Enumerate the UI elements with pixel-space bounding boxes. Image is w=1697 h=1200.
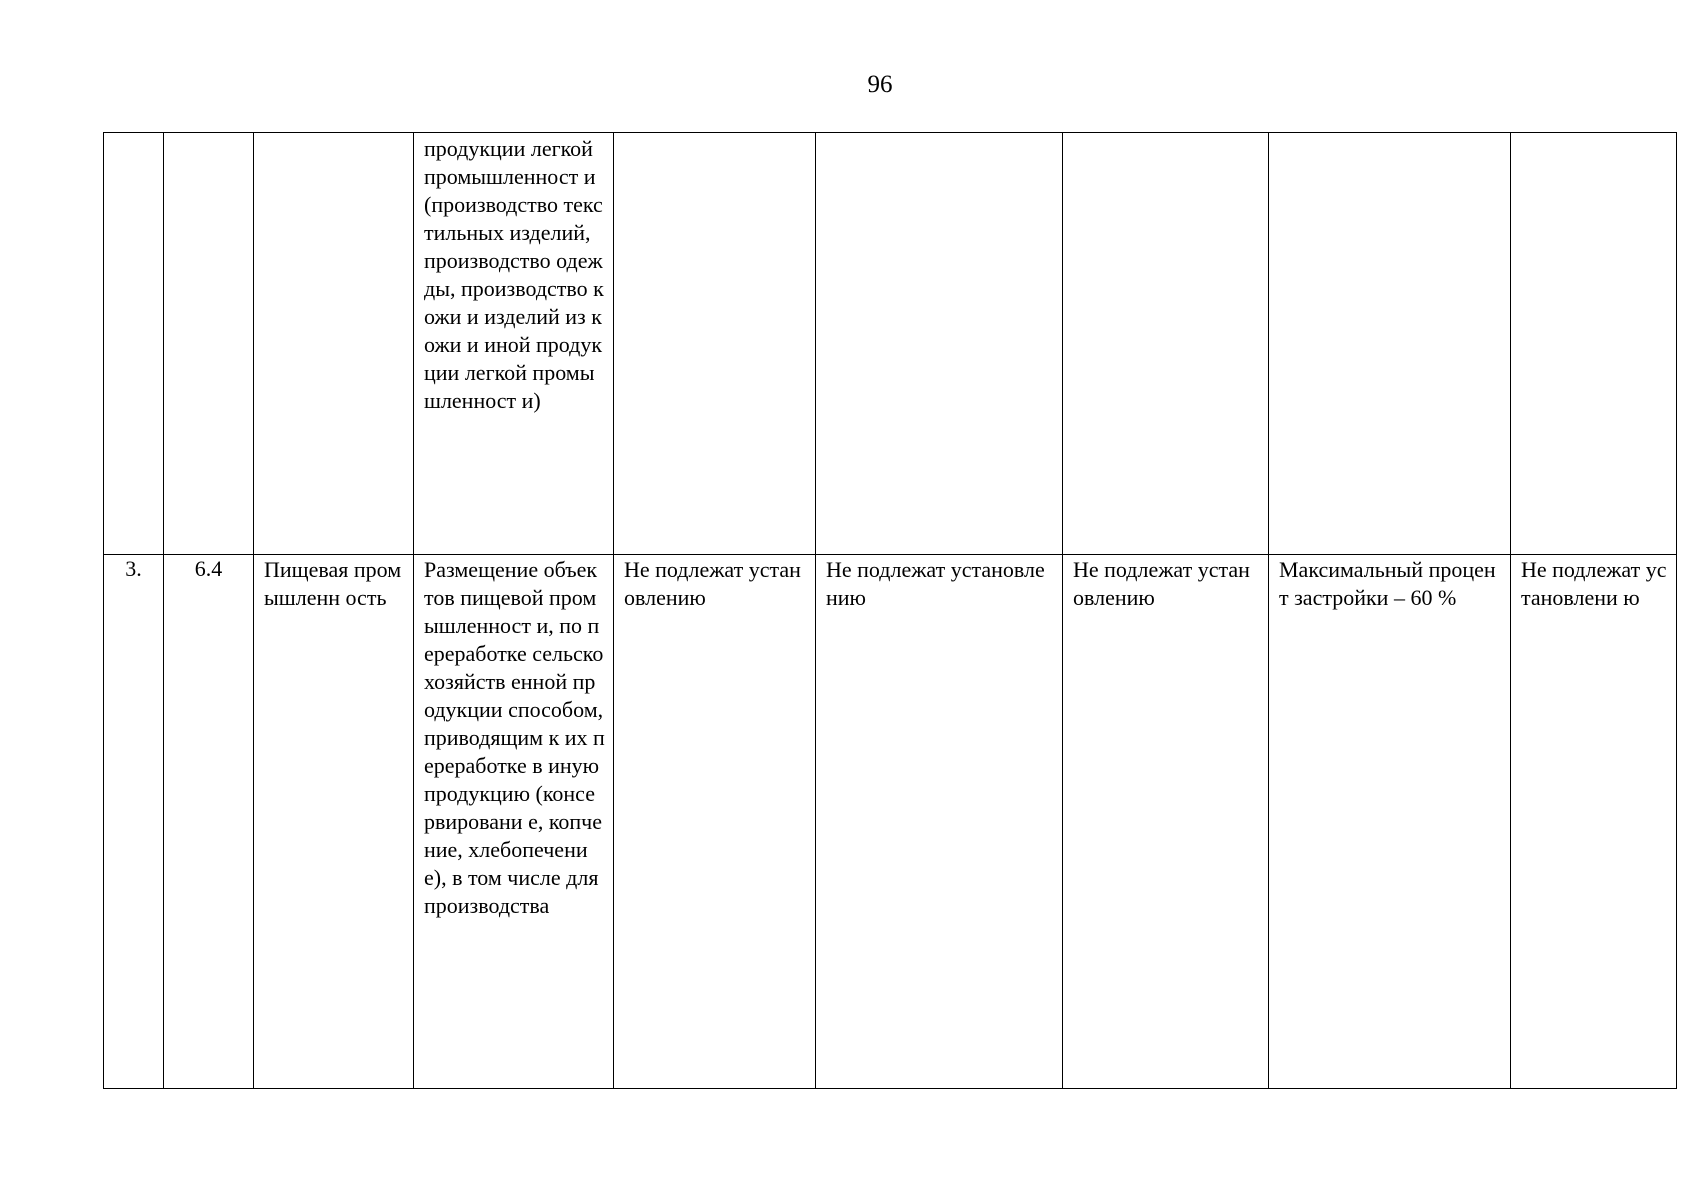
- row-index-cell: 3.: [104, 555, 164, 1089]
- row-col8-cell: [1269, 133, 1511, 555]
- row-name-cell: [254, 133, 414, 555]
- row-col6-cell: Не подлежат установлению: [816, 555, 1063, 1089]
- row-col5-cell: [614, 133, 816, 555]
- row-name-cell: Пищевая промышленн ость: [254, 555, 414, 1089]
- row-col5-cell: Не подлежат установлению: [614, 555, 816, 1089]
- page-number: 96: [867, 71, 893, 98]
- row-code-cell: 6.4: [164, 555, 254, 1089]
- row-col8-cell: Максимальный процент застройки – 60 %: [1269, 555, 1511, 1089]
- regulations-table: [103, 132, 1677, 1089]
- row-col6-cell: [816, 133, 1063, 555]
- row-col7-cell: [1063, 133, 1269, 555]
- row-col9-cell: Не подлежат установлени ю: [1511, 555, 1677, 1089]
- row-description-cell: Размещение объектов пищевой промышленност и, по переработке сельскохозяйств енной продукции способом, приводящим к их переработке в иную продукцию (консервировани е, копчение, хлебопечение), в том числе для производства: [414, 555, 614, 1089]
- table-row: [104, 133, 1677, 555]
- row-col7-cell: Не подлежат установлению: [1063, 555, 1269, 1089]
- row-description-cell: продукции легкой промышленност и (производство текстильных изделий, производство одежды, производство кожи и изделий из кожи и иной продукции легкой промышленност и): [414, 133, 614, 555]
- table-row: [104, 555, 1677, 1089]
- row-col9-cell: [1511, 133, 1677, 555]
- row-code-cell: [164, 133, 254, 555]
- row-index-cell: [104, 133, 164, 555]
